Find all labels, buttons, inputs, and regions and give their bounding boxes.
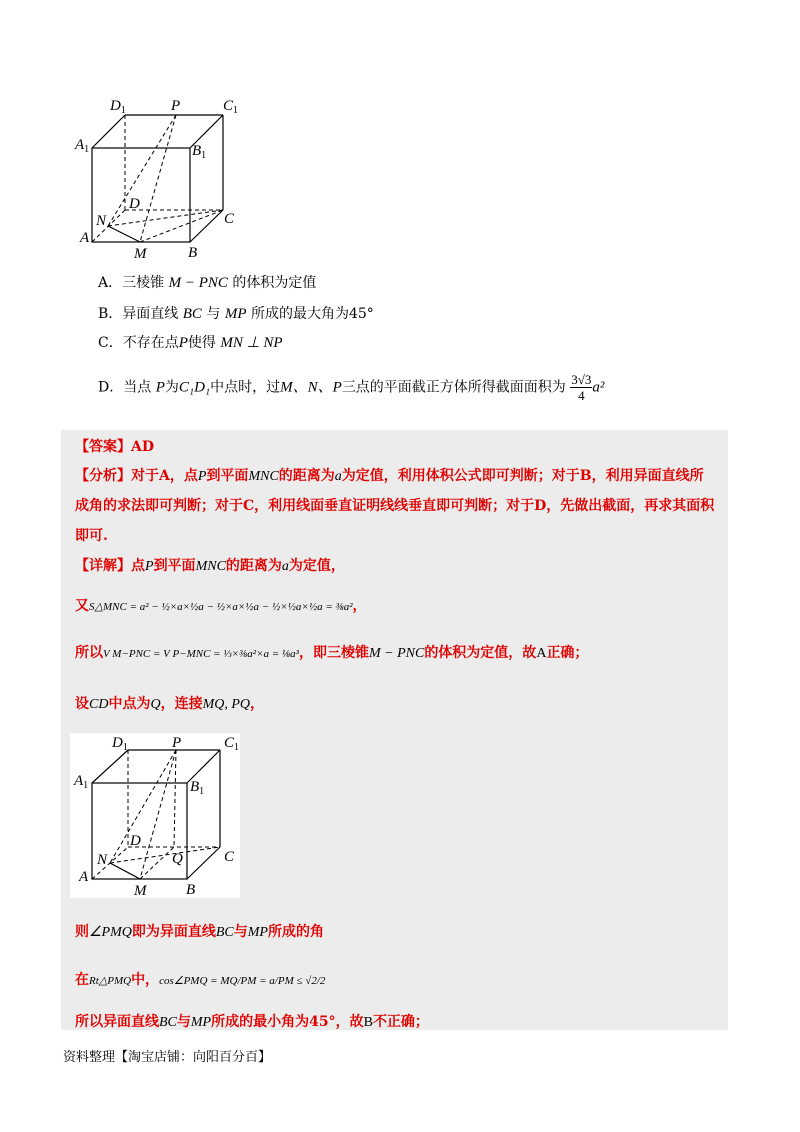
label2-D: D <box>130 833 141 849</box>
label-B1: $B_1$ <box>192 143 207 161</box>
label2-N: N <box>97 852 108 868</box>
label-C1: $C_1$ <box>223 98 239 116</box>
detail-line-7: 所以异面直线BC与MP所成的最小角为45°，故B不正确； <box>75 1014 429 1030</box>
label2-P: P <box>172 735 182 751</box>
footer-source: 资料整理【淘宝店铺：向阳百分百】 <box>63 1050 272 1065</box>
label-M: M <box>134 246 147 262</box>
label2-M: M <box>134 883 147 898</box>
detail-line-3: 所以V M−PNC = V P−MNC = ⅓×⅜a²×a = ⅛a³，即三棱锥M − PNC的体积为定值，故A正确； <box>75 645 589 661</box>
label2-C: C <box>224 849 235 865</box>
label2-B: B <box>186 882 196 898</box>
detail-line-6: 在Rt△PMQ中，cos∠PMQ = MQ/PM = a/PM ≤ √2/2 <box>75 972 326 988</box>
label-A: A <box>80 230 90 246</box>
option-b: B．异面直线 BC 与 MP 所成的最大角为45° <box>98 306 374 322</box>
analysis-line-1: 【分析】对于A，点P到平面MNC的距离为a为定值，利用体积公式即可判断；对于B，利用异面直线所 <box>75 468 704 484</box>
analysis-line-3: 即可. <box>75 528 108 544</box>
label-C: C <box>224 211 235 227</box>
label-A1: $A_1$ <box>75 137 90 155</box>
detail-line-2: 又S△MNC = a² − ½×a×½a − ½×a×½a − ½×½a×½a = ⅜a²， <box>75 598 367 614</box>
analysis-line-2: 成角的求法即可判断；对于C，利用线面垂直证明线线垂直即可判断；对于D，先做出截面，再求其面积 <box>75 498 715 514</box>
label-N: N <box>96 213 107 229</box>
label2-B1: $B_1$ <box>190 779 205 797</box>
label-P: P <box>171 98 181 114</box>
label2-A1: $A_1$ <box>74 773 89 791</box>
label-D1: $D_1$ <box>110 98 126 116</box>
option-c: C．不存在点P使得 MN ⊥ NP <box>98 335 283 351</box>
option-d: D．当点 P为C₁D₁中点时，过M、N、P三点的平面截正方体所得截面面积为 $\frac{3√3}{4}$ a² <box>98 372 605 403</box>
detail-line-5: 则∠PMQ即为异面直线BC与MP所成的角 <box>75 924 324 940</box>
label-D: D <box>129 196 140 212</box>
label2-A: A <box>79 869 89 885</box>
label-B: B <box>188 245 198 261</box>
cube-figure-2 <box>70 733 240 898</box>
detail-line-4: 设CD中点为Q，连接MQ, PQ， <box>75 696 265 712</box>
cube-figure-1 <box>70 95 250 265</box>
label2-Q: Q <box>172 851 183 867</box>
label2-C1: $C_1$ <box>224 735 240 753</box>
answer-line: 【答案】AD <box>75 439 155 455</box>
label2-D1: $D_1$ <box>112 735 128 753</box>
detail-line-1: 【详解】点P到平面MNC的距离为a为定值， <box>75 558 345 574</box>
option-a: A．三棱锥 M − PNC 的体积为定值 <box>98 275 317 291</box>
